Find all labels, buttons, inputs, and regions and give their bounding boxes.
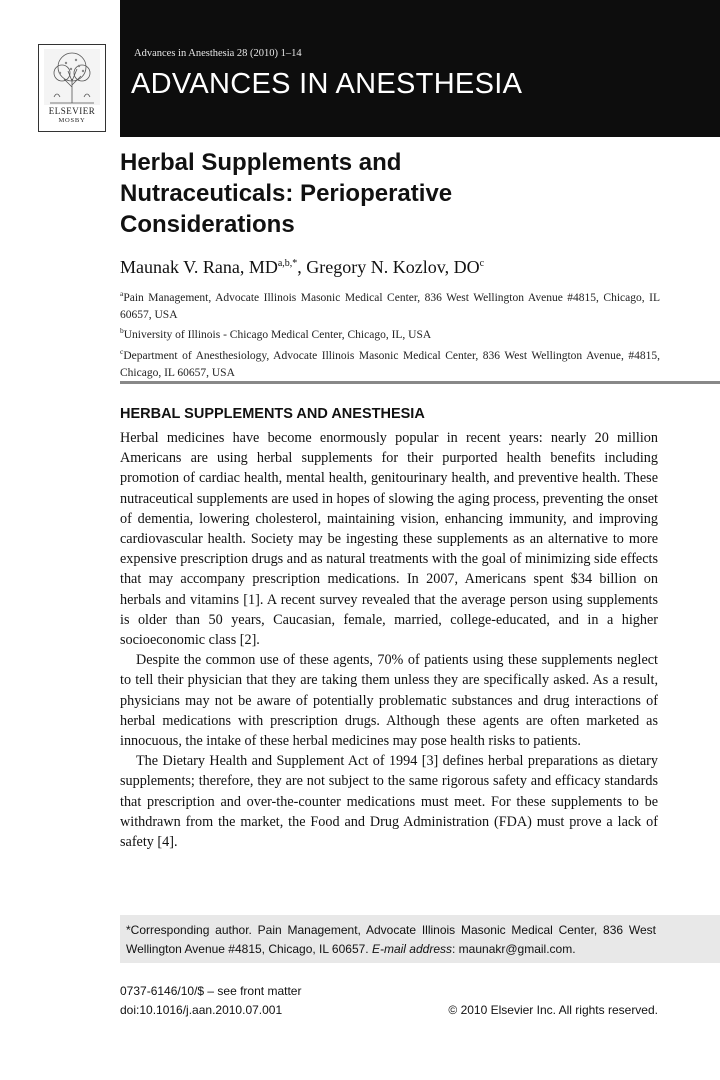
affiliation-text: University of Illinois - Chicago Medical Center, Chicago, IL, USA (123, 329, 432, 342)
imprint-name: MOSBY (58, 117, 86, 124)
elsevier-logo (38, 44, 106, 132)
affiliation-marker: a,b, (277, 258, 293, 269)
affiliation-marker: b (120, 326, 124, 336)
section-heading: HERBAL SUPPLEMENTS AND ANESTHESIA (120, 406, 425, 422)
affiliation-marker: a (120, 289, 124, 298)
paragraph: Despite the common use of these agents, 70% of patients using these supplements neglect to tell their physician that they are taking them unless they are specifically asked. As a result, physicians may not be aware of potentially problematic substances and drug interactions of herbal medications with prescription drugs. Although these agents are often marketed as innocuous, the intake of these herbal medicines may pose health risks to patients. (120, 652, 658, 750)
affiliation (120, 286, 660, 323)
footnote-body: Corresponding author. Pain Management, Advocate Illinois Masonic Medical Center, 836 West Wellington Avenue #4815, Chicago, IL 60657. (126, 923, 656, 956)
title-line: Herbal Supplements and (120, 149, 402, 176)
copyright-notice: © 2010 Elsevier Inc. All rights reserved. (448, 1003, 658, 1017)
doi-link[interactable]: doi:10.1016/j.aan.2010.07.001 (120, 1003, 283, 1017)
affiliation-marker: c (120, 347, 124, 357)
issn-line: 0737-6146/10/$ – see front matter (120, 984, 302, 998)
email-separator: : (452, 942, 459, 956)
footnote-text (126, 921, 656, 959)
footnote-marker: * (126, 923, 131, 937)
journal-header (120, 0, 720, 137)
affiliation-text: Pain Management, Advocate Illinois Masonic Medical Center, 836 West Wellington Avenue #4815, Chicago, IL 60657, USA (120, 291, 660, 321)
corresponding-author-footnote (120, 915, 720, 963)
journal-citation: Advances in Anesthesia 28 (2010) 1–14 (134, 48, 302, 59)
author-name: Maunak V. Rana, MD (120, 257, 278, 277)
author-name: Gregory N. Kozlov, DO (306, 257, 480, 277)
paragraph: The Dietary Health and Supplement Act of 1994 [3] defines herbal preparations as dietary supplements; therefore, they are not subject to the same rigorous safety and efficacy standards that prescription and over-the-counter medications must meet. For these supplements to be withdrawn from the market, the Food and Drug Administration (FDA) must prove a lack of safety [4]. (120, 753, 658, 851)
publisher-name: ELSEVIER (48, 106, 96, 116)
affiliation (120, 323, 660, 344)
email-label: E-mail address (371, 942, 452, 956)
journal-title: ADVANCES IN ANESTHESIA (131, 68, 523, 100)
title-line: Nutraceuticals: Perioperative (120, 180, 453, 207)
corresponding-marker: * (292, 258, 298, 269)
article-title (120, 147, 680, 240)
affiliation-text: Department of Anesthesiology, Advocate Illinois Masonic Medical Center, 836 West Wellington Avenue, #4815, Chicago, IL 60657, USA (120, 349, 660, 379)
page-footer (120, 982, 658, 1020)
tree-icon (44, 49, 100, 105)
author-list (120, 257, 484, 278)
email-address[interactable]: maunakr@gmail.com. (458, 942, 576, 956)
author-separator: , (297, 257, 307, 277)
paragraph: Herbal medicines have become enormously popular in recent years: nearly 20 million Americans are using herbal supplements for their purported health benefits including promotion of cardiac health, mental health, genitourinary health, and preventive health. These nutraceutical supplements are used in hopes of slowing the aging process, preventing the onset of dementia, lowering cholesterol, maintaining vision, enhancing immunity, and improving cardiovascular health. Society may be ingesting these supplements as an alternative to more expensive prescription drugs and as natural treatments with the goal of minimizing side effects that may accompany prescription medications. In 2007, Americans spent $34 billion on herbals and vitamins [1]. A recent survey revealed that the average person using supplements is older than 50 years, Caucasian, female, married, college-educated, and in a higher socioeconomic class [2]. (120, 430, 658, 649)
title-line: Considerations (120, 211, 295, 238)
body-text (120, 428, 658, 852)
section-divider (120, 381, 720, 384)
affiliation-marker: c (479, 258, 485, 269)
affiliations (120, 286, 660, 381)
affiliation (120, 344, 660, 381)
